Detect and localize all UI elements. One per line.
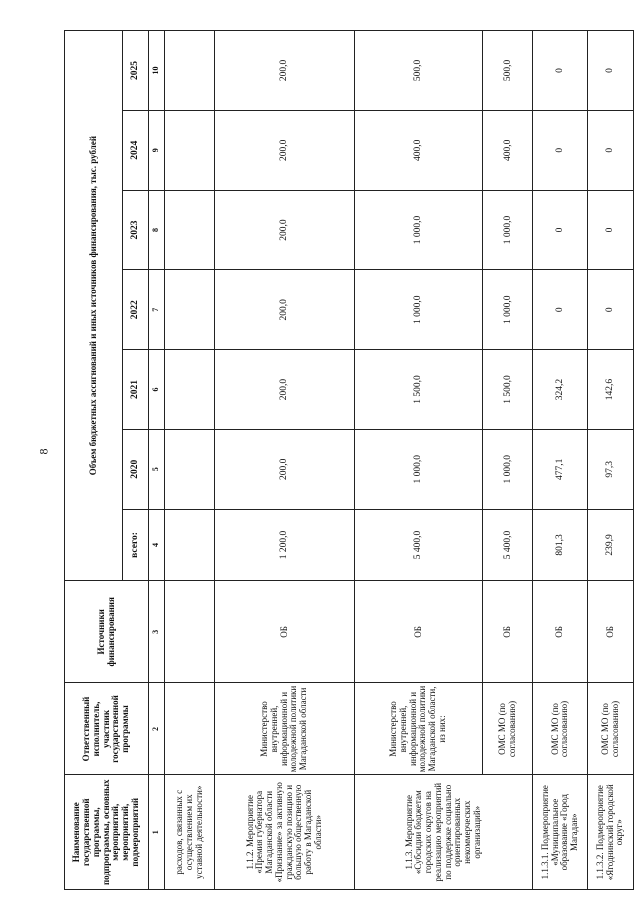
cell-executor: ОМС МО (по согласованию): [482, 683, 532, 775]
cell-value: 200,0: [215, 31, 355, 111]
cell-total: 5 400,0: [354, 509, 482, 581]
cell-value: 1 000,0: [482, 190, 532, 270]
cell-total: 5 400,0: [482, 509, 532, 581]
cell-value: [165, 350, 215, 430]
page-number-text: 8: [36, 448, 51, 455]
cell-value: 1 500,0: [482, 350, 532, 430]
cell-name: 1.1.3.1. Подмероприятие «Муниципальное образование «Город Магадан»: [533, 775, 588, 890]
cell-value: 97,3: [588, 429, 634, 509]
cell-executor: ОМС МО (по согласованию): [533, 683, 588, 775]
column-number: 3: [149, 581, 165, 683]
table-row: [354, 31, 482, 890]
cell-name: 1.1.2. Мероприятие «Премия губернатора Магаданской области «Признание» за активную гражданскую позицию и большую общественную работу в Магаданской области»: [215, 775, 355, 890]
cell-name: расходов, связанных с осуществлением их уставной деятельности»: [165, 775, 215, 890]
table-row: [588, 31, 634, 890]
column-number: 9: [149, 110, 165, 190]
column-number: 2: [149, 683, 165, 775]
header-year: 2022: [123, 270, 149, 350]
table-row: [165, 31, 215, 890]
cell-value: [165, 429, 215, 509]
cell-value: 500,0: [354, 31, 482, 111]
cell-value: 1 500,0: [354, 350, 482, 430]
header-year: 2021: [123, 350, 149, 430]
column-number: 1: [149, 775, 165, 890]
cell-value: 200,0: [215, 110, 355, 190]
cell-executor: [165, 683, 215, 775]
cell-value: 1 000,0: [354, 429, 482, 509]
table-row: [215, 31, 355, 890]
header-year: 2023: [123, 190, 149, 270]
cell-source: ОБ: [354, 581, 482, 683]
cell-value: 142,6: [588, 350, 634, 430]
header-total: всего:: [123, 509, 149, 581]
cell-executor: Министерство внутренней, информационной и молодежной политики Магаданской области: [215, 683, 355, 775]
cell-value: 1 000,0: [482, 270, 532, 350]
column-number: 7: [149, 270, 165, 350]
cell-value: 400,0: [354, 110, 482, 190]
column-number: 8: [149, 190, 165, 270]
cell-value: 477,1: [533, 429, 588, 509]
cell-total: 1 200,0: [215, 509, 355, 581]
cell-value: 1 000,0: [354, 270, 482, 350]
table-row: [533, 31, 588, 890]
cell-value: [165, 31, 215, 111]
cell-value: 1 000,0: [482, 429, 532, 509]
cell-value: 0: [588, 270, 634, 350]
cell-value: [165, 270, 215, 350]
cell-value: 200,0: [215, 270, 355, 350]
cell-value: 500,0: [482, 31, 532, 111]
table-row: [482, 31, 532, 890]
cell-value: 0: [588, 31, 634, 111]
cell-total: 801,3: [533, 509, 588, 581]
header-year: 2024: [123, 110, 149, 190]
cell-source: ОБ: [215, 581, 355, 683]
cell-value: 0: [588, 110, 634, 190]
cell-value: 200,0: [215, 190, 355, 270]
cell-total: 239,9: [588, 509, 634, 581]
rotated-table-area: [64, 30, 634, 890]
cell-value: 0: [533, 31, 588, 111]
cell-source: ОБ: [533, 581, 588, 683]
header-year: 2020: [123, 429, 149, 509]
cell-value: 400,0: [482, 110, 532, 190]
cell-name: 1.1.3.2. Подмероприятие «Ягоднинский городской округ»: [588, 775, 634, 890]
cell-value: 324,2: [533, 350, 588, 430]
cell-value: [165, 190, 215, 270]
page-number: [36, 444, 51, 459]
cell-value: 0: [533, 270, 588, 350]
header-executor: Ответственный исполнитель, участник государственной программы: [65, 683, 149, 775]
cell-value: 200,0: [215, 429, 355, 509]
header-name: Наименование государственной программы, подпрограммы, основных мероприятий, мероприятий, подмероприятий: [65, 775, 149, 890]
cell-value: 0: [588, 190, 634, 270]
cell-value: 0: [533, 110, 588, 190]
budget-table: [64, 30, 634, 890]
header-source: Источники финансирования: [65, 581, 149, 683]
budget-table-container: [64, 30, 634, 890]
cell-source: [165, 581, 215, 683]
cell-value: 200,0: [215, 350, 355, 430]
cell-source: ОБ: [588, 581, 634, 683]
cell-total: [165, 509, 215, 581]
cell-value: 0: [533, 190, 588, 270]
column-number: 10: [149, 31, 165, 111]
cell-name: 1.1.3. Мероприятие «Субсидии бюджетам городских округов на реализацию мероприятий по поддержке социально ориентированных некоммерческих организаций»: [354, 775, 532, 890]
header-volume: Объем бюджетных ассигнований и иных источников финансирования, тыс. рублей: [65, 31, 123, 581]
cell-executor: Министерство внутренней, информационной и молодежной политики Магаданской области, из них:: [354, 683, 482, 775]
cell-value: 1 000,0: [354, 190, 482, 270]
column-number: 5: [149, 429, 165, 509]
column-number: 4: [149, 509, 165, 581]
column-number: 6: [149, 350, 165, 430]
cell-executor: ОМС МО (по согласованию): [588, 683, 634, 775]
cell-value: [165, 110, 215, 190]
cell-source: ОБ: [482, 581, 532, 683]
header-year: 2025: [123, 31, 149, 111]
